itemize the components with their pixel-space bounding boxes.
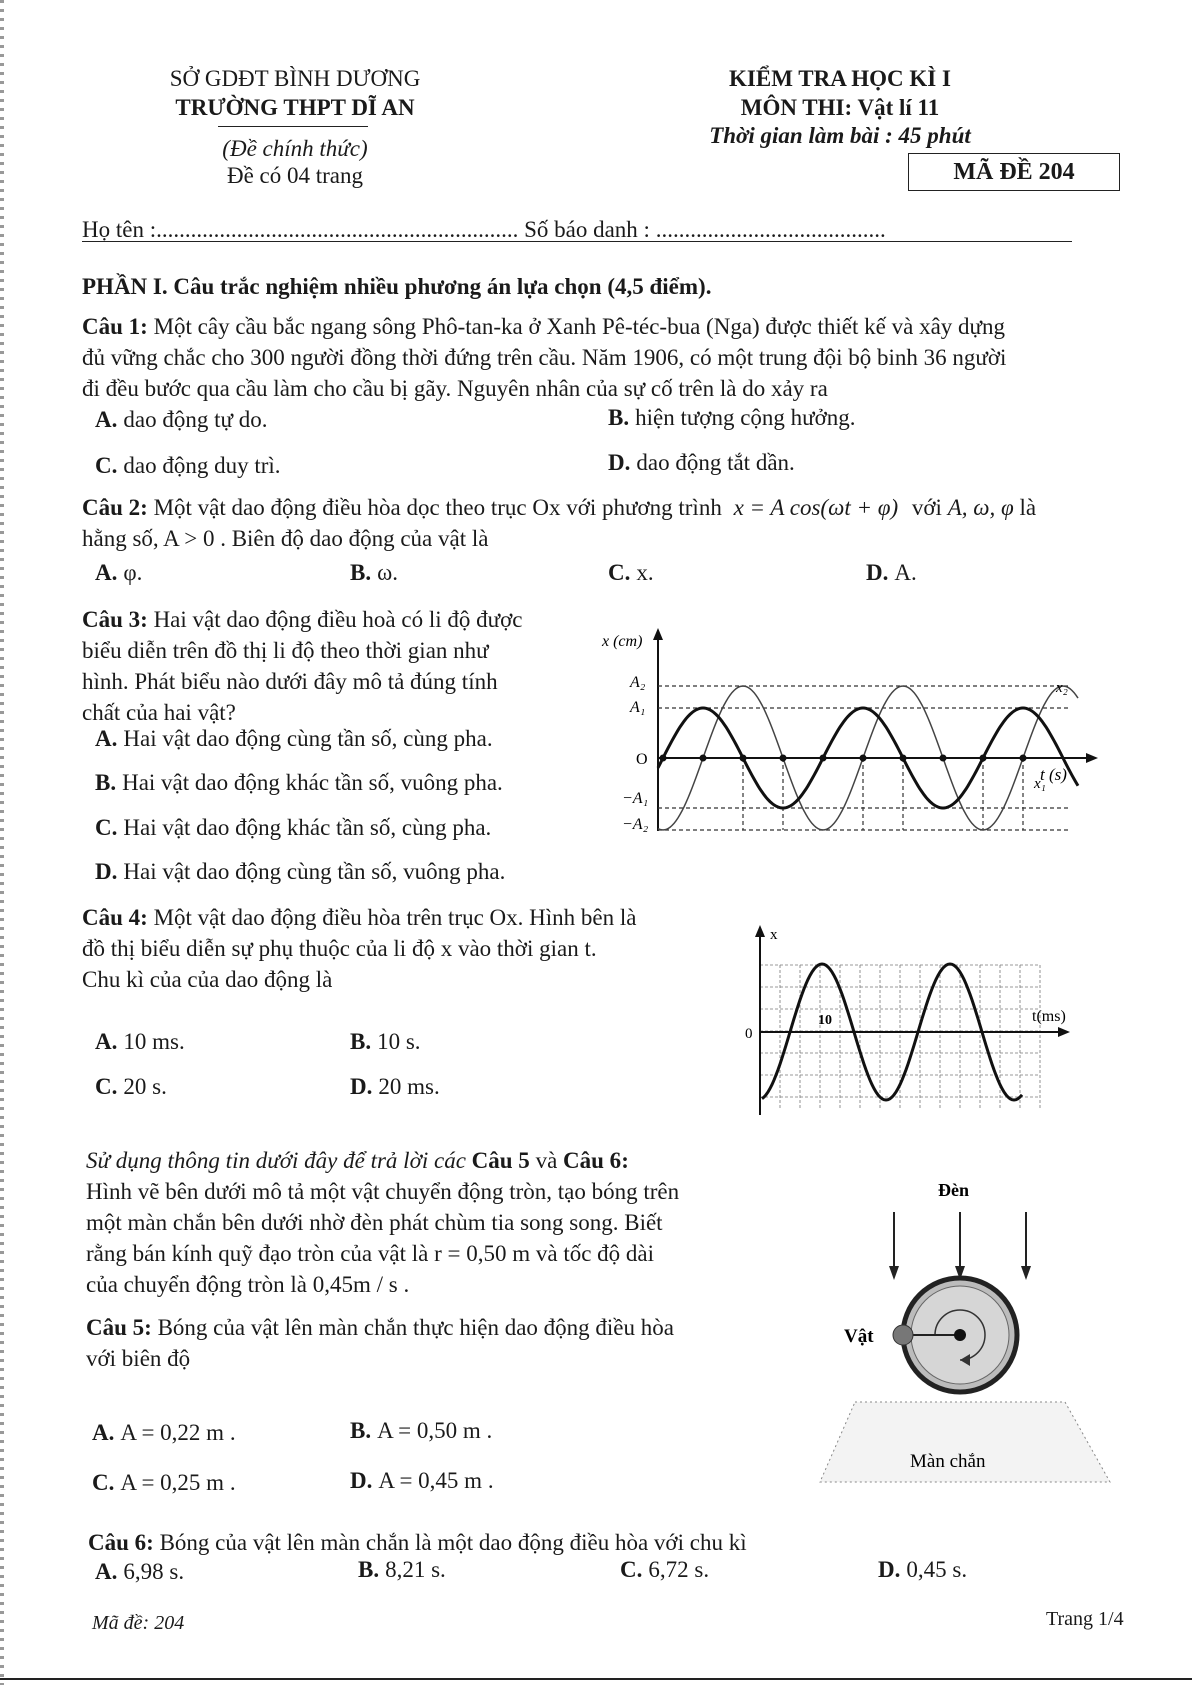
question-1-label: Câu 1: [82,314,148,339]
bottom-edge [0,1678,1192,1680]
q3-x-arrow-icon [1086,753,1098,763]
question-2-label: Câu 2: [82,495,148,520]
option-5a[interactable]: A. A = 0,22 m . [92,1420,236,1445]
option-1b[interactable]: B. hiện tượng cộng hưởng. [608,405,856,430]
option-6c[interactable]: C. 6,72 s. [620,1557,710,1582]
option-6a[interactable]: A. 6,98 s. [95,1559,185,1584]
option-2b[interactable]: B. ω. [350,560,398,585]
q4-x-arrow-icon [1058,1027,1070,1037]
question-6-label: Câu 6: [88,1530,154,1555]
school-underline [218,126,368,127]
option-5c[interactable]: C. A = 0,25 m . [92,1470,236,1495]
option-3a[interactable]: A. Hai vật dao động cùng tần số, cùng pha. [95,726,493,751]
equation: x = A cos(ωt + φ) [733,495,899,520]
exam-title: KIỂM TRA HỌC KÌ I [729,66,951,91]
q3-tick-ma1: −A₁ [622,790,649,807]
page-scan-edge [0,0,4,1685]
question-2: Câu 2: Một vật dao động điều hòa dọc theo trục Ox với phương trình x = A cos(ωt + φ) với A, ω, φ là hằng số, A > 0 . Biên độ dao động của vật là [82,495,1037,551]
option-2c[interactable]: C. x. [608,560,654,585]
q3-crossing-dot [700,755,707,762]
q3-crossing-dot [940,755,947,762]
option-3c[interactable]: C. Hai vật dao động khác tần số, cùng pha. [95,815,492,840]
q3-ylabel: x (cm) [602,633,643,650]
option-4c[interactable]: C. 20 s. [95,1074,167,1099]
q4-ylabel: x [770,927,778,943]
option-4d[interactable]: D. 20 ms. [350,1074,440,1099]
option-5d[interactable]: D. A = 0,45 m . [350,1468,494,1493]
light-rays [894,1212,1026,1272]
exam-time: Thời gian làm bài : 45 phút [709,123,971,148]
q3-xlabel: t (s) [1040,765,1067,784]
question-3-label: Câu 3: [82,607,148,632]
option-1a[interactable]: A. dao động tự do. [95,407,268,432]
q3-tick-zero: O [636,751,648,768]
intro-5-6: Sử dụng thông tin dưới đây để trả lời các Câu 5 và Câu 6: Hình vẽ bên dưới mô tả một vật chuyển động tròn, tạo bóng trên một màn chắn bên dưới nhờ đèn phát chùm tia song song. Biết rằng bán kính quỹ đạo tròn của vật là r = 0,50 m và tốc độ dài của chuyển động tròn là 0,45m / s . [86,1148,680,1297]
q3-series-x1-label: x₁ [1034,776,1046,792]
q4-oscillation-graph [740,925,1080,1115]
option-2d[interactable]: D. A. [866,560,917,585]
question-4: Câu 4: Một vật dao động điều hòa trên trục Ox. Hình bên là đồ thị biểu diễn sự phụ thuộc của li độ x vào thời gian t. Chu kì của của dao động là [82,905,637,992]
option-2a[interactable]: A. φ. [95,560,143,585]
option-6b[interactable]: B. 8,21 s. [358,1557,446,1582]
screen-label: Màn chắn [910,1451,986,1472]
q3-tick-a1: A₁ [630,699,646,716]
q3-crossing-dot [900,755,907,762]
option-1c[interactable]: C. dao động duy trì. [95,453,281,478]
option-3b[interactable]: B. Hai vật dao động khác tần số, vuông pha. [95,770,503,795]
question-6: Câu 6: Bóng của vật lên màn chắn là một dao động điều hòa với chu kì [88,1530,747,1555]
option-3d[interactable]: D. Hai vật dao động cùng tần số, vuông pha. [95,859,506,884]
lamp-label: Đèn [938,1180,969,1200]
q3-y-arrow-icon [653,628,663,640]
question-5-label: Câu 5: [86,1315,152,1340]
question-1-line: đi đều bước qua cầu làm cho cầu bị gãy. Nguyên nhân của sự cố trên là do xảy ra [82,376,828,401]
footer-page: Trang 1/4 [1046,1608,1124,1630]
q3-crossing-dot [780,755,787,762]
question-5: Câu 5: Bóng của vật lên màn chắn thực hiện dao động điều hòa với biên độ [86,1315,674,1371]
name-line: Họ tên :............................................................... Số báo danh : ........................................ [82,217,886,242]
exam-code-box: MÃ ĐỀ 204 [908,153,1120,191]
constants: A, ω, φ [947,495,1014,520]
option-4b[interactable]: B. 10 s. [350,1029,421,1054]
q3-crossing-dot [820,755,827,762]
q4-tick-10: 10 [818,1013,832,1028]
object-label: Vật [844,1326,874,1347]
exam-subject: MÔN THI: Vật lí 11 [740,95,940,120]
q4-y-arrow-icon [755,925,765,937]
footer-code: Mã đề: 204 [92,1612,185,1634]
name-rule [82,241,1072,242]
option-1d[interactable]: D. dao động tắt dần. [608,450,795,475]
q3-tick-a2: A₂ [630,674,646,691]
q3-series-x2-label: x₂ [1056,680,1068,696]
q3-crossing-dot [740,755,747,762]
page-count: Đề có 04 trang [226,163,364,188]
option-5b[interactable]: B. A = 0,50 m . [350,1418,493,1443]
q4-tick-zero: 0 [745,1026,753,1042]
school-name: TRƯỜNG THPT DĨ AN [175,95,415,120]
q4-xlabel: t(ms) [1032,1008,1066,1025]
q3-tick-ma2: −A₂ [622,816,649,833]
question-1-line: đủ vững chắc cho 300 người đồng thời đứng trên cầu. Năm 1906, có một trung đội bộ binh 36 người [82,345,1007,370]
q3-crossing-dot [1020,755,1027,762]
question-3: Câu 3: Hai vật dao động điều hoà có li độ được biểu diễn trên đồ thị li độ theo thời gian như hình. Phát biểu nào dưới đây mô tả đúng tính chất của hai vật? [82,607,523,725]
section-title: PHẦN I. Câu trắc nghiệm nhiều phương án lựa chọn (4,5 điểm). [82,274,712,299]
shadow-projection-figure [810,1170,1120,1490]
q3-oscillation-graph [600,628,1100,848]
question-1-line: Một cây cầu bắc ngang sông Phô-tan-ka ở Xanh Pê-téc-bua (Nga) được thiết kế và xây dựng [153,314,1005,339]
option-4a[interactable]: A. 10 ms. [95,1029,185,1054]
question-1 [82,311,1122,404]
dept-name: SỞ GDĐT BÌNH DƯƠNG [169,66,421,91]
q3-crossing-dot [980,755,987,762]
official-label: (Đề chính thức) [222,136,368,161]
question-4-label: Câu 4: [82,905,148,930]
q3-crossing-dot [660,755,667,762]
object-ball [893,1325,913,1345]
q3-crossing-dot [860,755,867,762]
option-6d[interactable]: D. 0,45 s. [878,1557,968,1582]
center-dot [954,1329,966,1341]
